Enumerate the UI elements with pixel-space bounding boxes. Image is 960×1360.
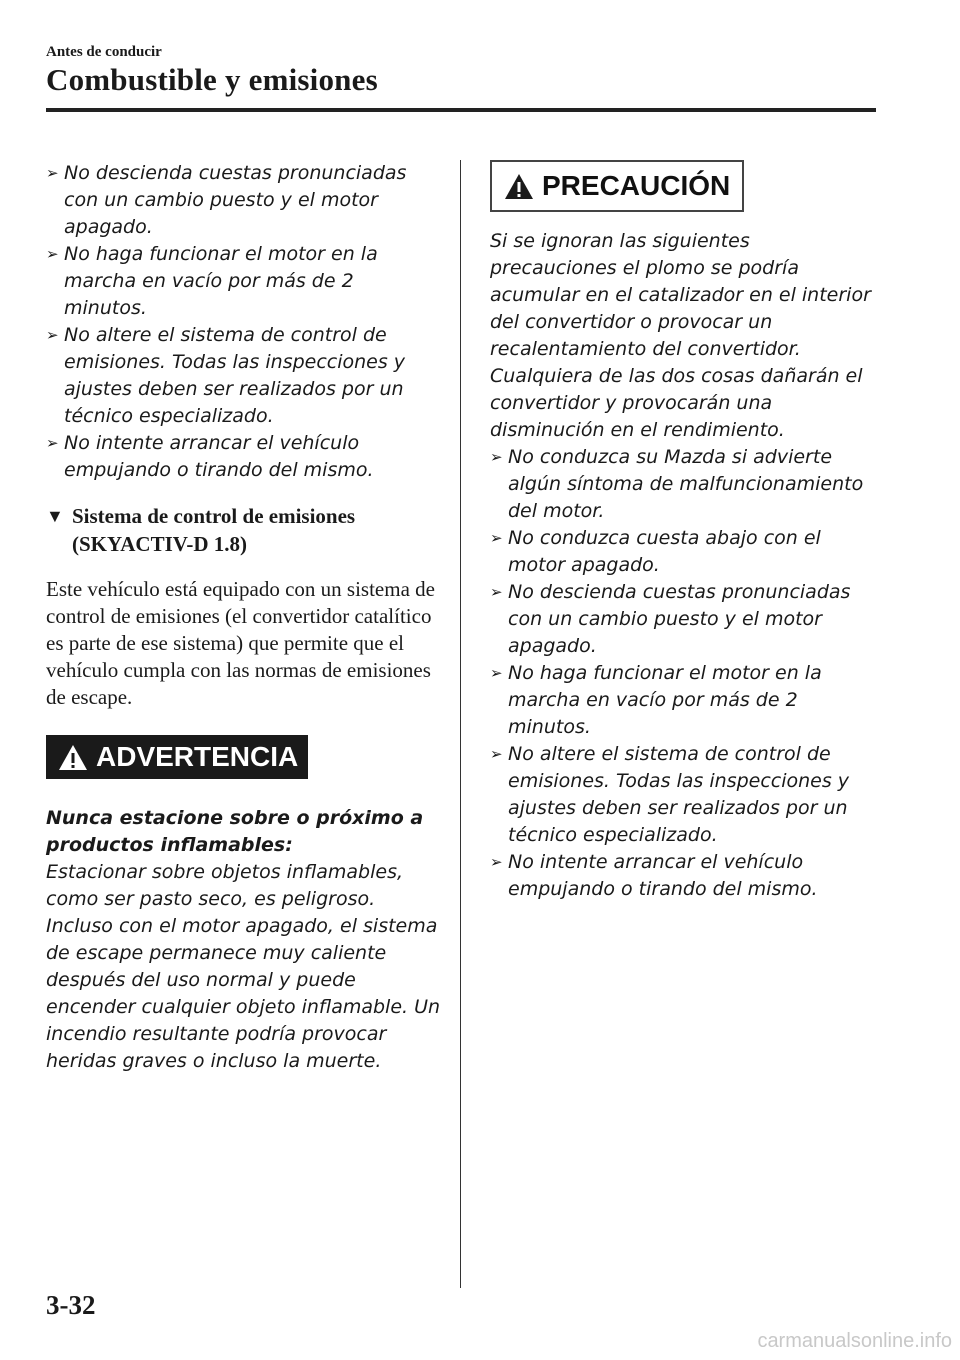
arrow-bullet-icon: ➢: [46, 164, 59, 182]
arrow-bullet-icon: ➢: [490, 664, 503, 682]
right-bullet-list: [490, 444, 880, 903]
body-paragraph: Este vehículo está equipado con un sistema de control de emisiones (el convertidor catalítico es parte de ese sistema) que permite que el vehículo cumpla con las normas de emisiones de escape.: [46, 577, 435, 709]
title-rule: [46, 108, 876, 112]
list-item: ➢ No conduzca su Mazda si advierte algún síntoma de malfuncionamiento del motor.: [490, 446, 864, 522]
warning-triangle-icon: [504, 173, 534, 200]
page-number: 3-32: [46, 1290, 96, 1320]
caution-intro: Si se ignoran las siguientes precauciones el plomo se podría acumular en el catalizador en el interior del convertidor o provocar un recalentamiento del convertidor. Cualquiera de las dos cosas dañarán el convertidor y provocarán una disminución en el rendimiento.: [490, 230, 871, 441]
left-column: [46, 160, 441, 1075]
list-item: ➢ No altere el sistema de control de emisiones. Todas las inspecciones y ajustes deben ser realizados por un técnico especializado.: [490, 743, 850, 846]
arrow-bullet-icon: ➢: [490, 745, 503, 763]
list-item: ➢ No intente arrancar el vehículo empujando o tirando del mismo.: [46, 432, 374, 481]
page-title: Combustible y emisiones: [46, 62, 378, 97]
heading-line-2: (SKYACTIV-D 1.8): [72, 532, 248, 556]
list-item: ➢ No haga funcionar el motor en la marcha en vacío por más de 2 minutos.: [490, 662, 822, 738]
list-item: ➢ No altere el sistema de control de emisiones. Todas las inspecciones y ajustes deben ser realizados por un técnico especializado.: [46, 324, 406, 427]
column-divider: [460, 160, 461, 1288]
warning-lead: Nunca estacione sobre o próximo a productos inflamables:: [46, 807, 424, 856]
arrow-bullet-icon: ➢: [46, 245, 59, 263]
list-item: ➢ No intente arrancar el vehículo empujando o tirando del mismo.: [490, 851, 818, 900]
arrow-bullet-icon: ➢: [46, 434, 59, 452]
section-heading: [46, 502, 441, 558]
list-item: ➢ No descienda cuestas pronunciadas con un cambio puesto y el motor apagado.: [46, 162, 407, 238]
heading-line-1: Sistema de control de emisiones: [72, 504, 356, 528]
arrow-bullet-icon: ➢: [46, 326, 59, 344]
warning-label-box: [46, 735, 308, 779]
arrow-bullet-icon: ➢: [490, 583, 503, 601]
caution-label-box: [490, 160, 744, 212]
list-item: ➢ No haga funcionar el motor en la marcha en vacío por más de 2 minutos.: [46, 243, 378, 319]
caution-label: PRECAUCIÓN: [542, 170, 731, 201]
section-label: Antes de conducir: [46, 44, 162, 60]
left-bullet-list: [46, 160, 441, 484]
watermark: carmanualsonline.info: [757, 1330, 952, 1352]
arrow-bullet-icon: ➢: [490, 853, 503, 871]
triangle-down-icon: ▼: [46, 506, 64, 526]
list-item: ➢ No descienda cuestas pronunciadas con un cambio puesto y el motor apagado.: [490, 581, 851, 657]
arrow-bullet-icon: ➢: [490, 448, 503, 466]
warning-triangle-icon: [58, 744, 88, 771]
warning-label: ADVERTENCIA: [96, 741, 299, 772]
arrow-bullet-icon: ➢: [490, 529, 503, 547]
right-column: [490, 160, 880, 903]
list-item: ➢ No conduzca cuesta abajo con el motor apagado.: [490, 527, 821, 576]
warning-text: Estacionar sobre objetos inflamables, como ser pasto seco, es peligroso. Incluso con el motor apagado, el sistema de escape permanece muy caliente después del uso normal y puede encender cualquier objeto inflamable. Un incendio resultante podría provocar heridas graves o incluso la muerte.: [46, 861, 441, 1072]
